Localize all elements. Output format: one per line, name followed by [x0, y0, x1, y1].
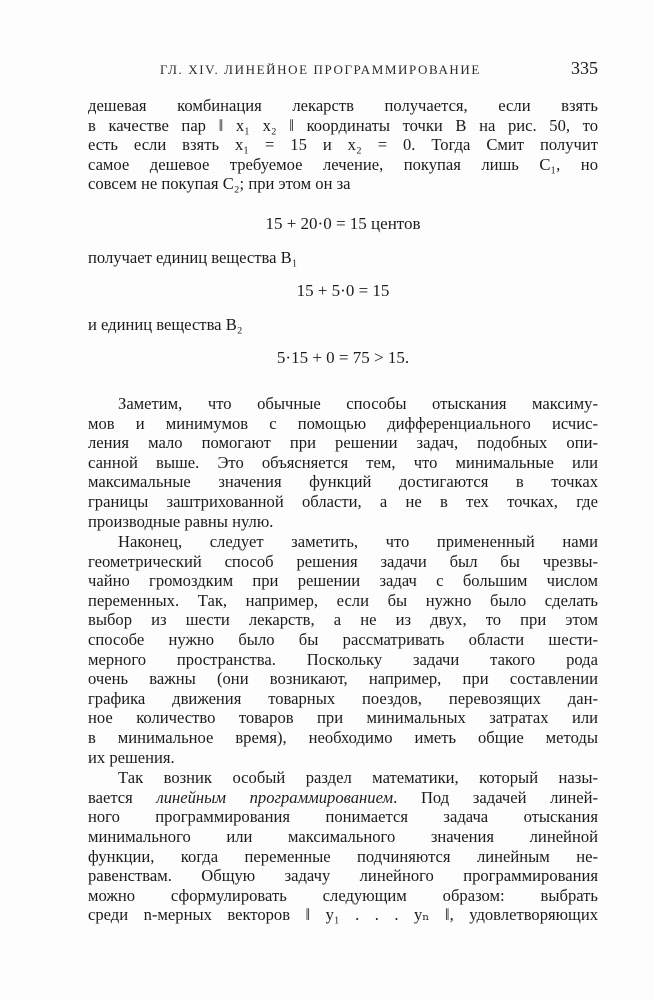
text-line: способе нужно было бы рассматривать области шести- [88, 630, 598, 650]
text-fragment: вается [88, 787, 157, 807]
spacer [88, 234, 598, 248]
running-head: ГЛ. XIV. ЛИНЕЙНОЕ ПРОГРАММИРОВАНИЕ [160, 62, 481, 77]
formula-b2: 5·15 + 0 = 75 > 15. [276, 348, 410, 368]
text-line: в минимальное время), необходимо иметь общие методы [88, 728, 598, 748]
text-line: минимального или максимального значения линейной [88, 827, 598, 846]
text-line: санной выше. Это объясняется тем, что минимальные или [88, 452, 598, 472]
text-line: графика движения товарных поездов, перевозящих дан- [88, 688, 598, 708]
text-line: очень важны (они возникают, например, при составлении [88, 669, 598, 689]
text-line: Так возник особый раздел математики, который назы- [118, 768, 598, 788]
text-fragment: . Под задачей линей- [393, 787, 598, 807]
text-line: геометрический способ решения задачи был бы чрезвы- [88, 551, 598, 571]
paragraph-continuation [88, 96, 598, 194]
formula-b1: 15 + 5·0 = 15 [296, 281, 390, 301]
text-line: функции, когда переменные подчиняются линейным не- [88, 846, 598, 866]
spacer [88, 301, 598, 315]
text-line: ного программирования понимается задача отыскания [88, 807, 598, 827]
text-line: среди n-мерных векторов ‖ y₁ . . . yₙ ‖, удовлетворяющих [88, 905, 598, 925]
text-line: Наконец, следует заметить, что примененный нами [118, 532, 598, 552]
text-line: их решения. [88, 747, 175, 767]
term-linear-programming: линейным программированием [156, 787, 394, 807]
body-text [88, 96, 598, 925]
text-line: дешевая комбинация лекарств получается, если взять [88, 96, 598, 115]
text-line: и единиц вещества B₂ [88, 314, 243, 334]
paragraph-methods [88, 394, 598, 531]
text-line: максимальные значения функций достигаются в точках [88, 472, 598, 492]
text-line: получает единиц вещества B₁ [88, 247, 298, 267]
text-line: можно сформулировать следующим образом: выбрать [88, 885, 598, 905]
text-line: чайно громоздким при решении задач с большим числом [88, 571, 598, 591]
text-line: самое дешевое требуемое лечение, покупая лишь C₁, но [88, 154, 598, 174]
text-line: совсем не покупая C₂; при этом он за [88, 174, 351, 194]
spacer [88, 194, 598, 214]
text-line: выбор из шести лекарств, а не из двух, то при этом [88, 610, 598, 630]
page-number: 335 [571, 58, 598, 78]
text-line: в качестве пар ‖ x₁ x₂ ‖ координаты точки B на рис. 50, то [88, 115, 598, 135]
text-line: переменных. Так, например, если бы нужно было сделать [88, 590, 598, 610]
spacer [88, 267, 598, 281]
text-line: границы заштрихованной области, а не в тех точках, где [88, 491, 598, 511]
text-line: производные равны нулю. [88, 511, 274, 531]
text-line: равенствам. Общую задачу линейного программирования [88, 866, 598, 886]
text-line: Заметим, что обычные способы отыскания максиму- [118, 393, 598, 413]
page-header [88, 58, 600, 82]
paragraph-geometric [88, 532, 598, 767]
text-line [88, 788, 598, 808]
text-line: ления мало помогают при решении задач, подобных опи- [88, 433, 598, 453]
text-line: есть если взять x₁ = 15 и x₂ = 0. Тогда Смит получит [88, 135, 598, 155]
text-line: мов и минимумов с помощью дифференциального исчис- [88, 413, 598, 433]
text-line: мерного пространства. Поскольку задачи такого рода [88, 649, 598, 669]
paragraph-linear-programming [88, 768, 598, 925]
spacer [88, 368, 598, 394]
spacer [88, 334, 598, 348]
formula-cost: 15 + 20·0 = 15 центов [265, 213, 421, 233]
text-line: ное количество товаров при минимальных затратах или [88, 708, 598, 728]
